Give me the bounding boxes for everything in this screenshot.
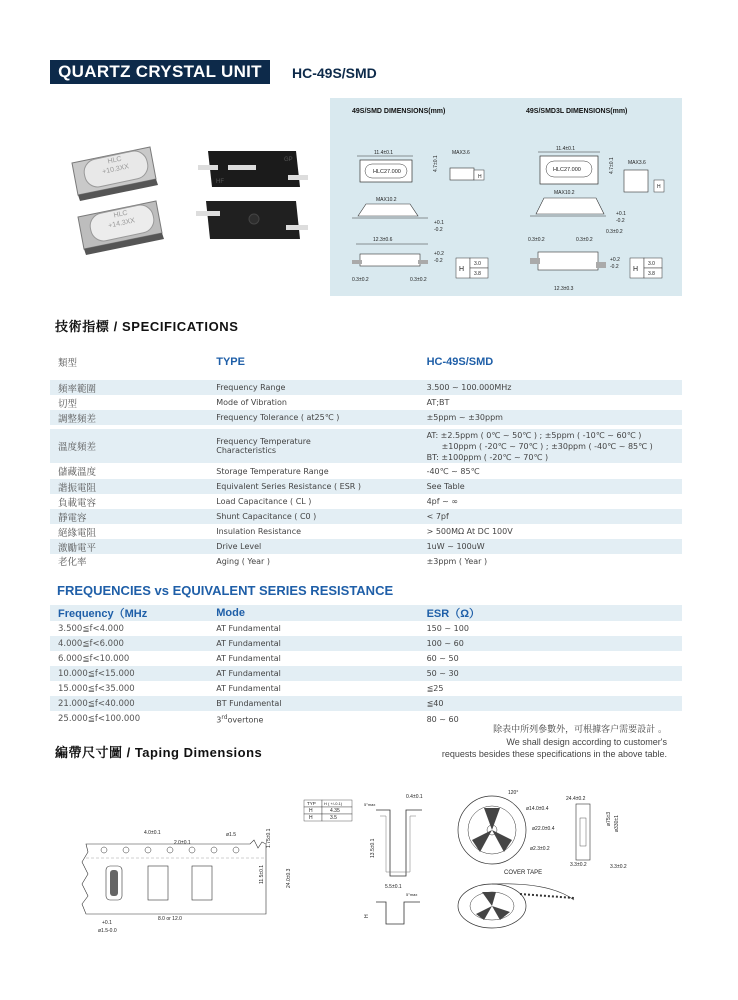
specifications-title: 技術指標 / SPECIFICATIONS	[55, 319, 239, 334]
spec-en: Aging ( Year )	[216, 556, 270, 566]
spec-en: Insulation Resistance	[216, 527, 302, 536]
spec-row	[50, 463, 682, 479]
spec-en: Frequency Range	[208, 380, 418, 395]
spec-val: < 7pf	[419, 509, 682, 524]
spec-cn: 負載電容	[58, 497, 97, 509]
note-en-2: requests besides these specifications in the above table.	[441, 749, 667, 759]
note-cn: 除表中所列參數外，可根據客户需要設計 。	[493, 725, 667, 735]
right-max-h-label: MAX3.6	[628, 160, 646, 166]
esr-freq: 4.000≦f<6.000	[50, 636, 208, 651]
spec-val: 1uW ~ 100uW	[419, 539, 682, 554]
left-h-table-v1: 3.0	[474, 261, 481, 267]
h-table-tol: H ( +/-0.1)	[324, 801, 343, 806]
spec-row	[50, 494, 682, 509]
smd-photo-2	[196, 201, 308, 239]
left-tol-plus: +0.1	[434, 220, 444, 226]
spec-en: Drive Level	[208, 539, 418, 554]
left-dimensions-title: 49S/SMD DIMENSIONS(mm)	[352, 108, 446, 115]
spec-val-line1: AT: ±2.5ppm ( 0℃ ~ 50℃ ) ; ±5ppm ( -10℃ ~ 60℃ )	[426, 430, 642, 440]
taping-drawings	[80, 786, 680, 936]
tape-pitch: 4.0±0.1	[144, 830, 161, 836]
spec-cn: 頻率範圍	[50, 380, 208, 395]
left-tol-plus-2: +0.2	[434, 251, 444, 257]
right-lead-label: 12.3±0.3	[554, 286, 574, 292]
crystal-1-label-a: HLC	[107, 155, 123, 166]
spec-row	[50, 410, 682, 425]
smd-mark-1: GP	[284, 157, 293, 163]
spec-header-row	[50, 352, 682, 372]
spec-cn: 絕緣電阻	[58, 527, 97, 539]
model-number: HC-49S/SMD	[292, 65, 377, 81]
crystal-photo-2	[78, 201, 164, 255]
right-pad-b: 0.3±0.2	[576, 237, 593, 243]
esr-mode-base: 3	[216, 715, 222, 725]
esr-mode-rest: overtone	[227, 715, 264, 725]
spec-cn: 調整頻差	[50, 410, 208, 425]
esr-row	[50, 681, 682, 696]
esr-value: 150 ~ 100	[426, 624, 469, 633]
left-h-table-v2: 3.8	[474, 271, 481, 277]
spec-val	[419, 429, 682, 463]
left-width-label: 11.4±0.1	[374, 150, 394, 156]
spec-header-cn: 類型	[58, 358, 78, 369]
cross-h-mark: H	[364, 914, 370, 918]
esr-header-row	[50, 605, 682, 621]
left-tol-minus: -0.2	[434, 227, 443, 233]
spec-en: Shunt Capacitance ( C0 )	[208, 509, 418, 524]
esr-freq: 10.000≦f<15.000	[50, 666, 208, 681]
esr-value: 50 ~ 30	[419, 666, 682, 681]
reel-d1: ø75±3	[606, 811, 612, 826]
spec-val: > 500MΩ At DC 100V	[426, 527, 513, 536]
esr-value: ≦25	[426, 684, 444, 693]
esr-header-mode: Mode	[208, 605, 418, 621]
reel-gap-1: 3.3±0.2	[570, 862, 587, 868]
esr-freq: 3.500≦f<4.000	[58, 623, 124, 634]
smd-mark-2: HF	[216, 179, 224, 185]
taping-title: 編帶尺寸圖 / Taping Dimensions	[55, 745, 263, 760]
crystal-photo-1	[72, 147, 158, 201]
spec-cn: 諧振電阻	[50, 479, 208, 494]
esr-row	[50, 651, 682, 666]
reel-drawing	[458, 790, 627, 928]
spec-en: Load Capacitance ( CL )	[216, 497, 312, 506]
h-table-h1: H	[309, 808, 313, 814]
spec-en: Equivalent Series Resistance ( ESR )	[208, 479, 418, 494]
esr-mode: BT Fundamental	[208, 696, 418, 711]
tape-cross-section	[304, 794, 423, 924]
h-table-h2: H	[309, 815, 313, 821]
esr-row	[50, 666, 682, 681]
right-height-label: 4.7±0.1	[609, 157, 615, 174]
spec-en-line2: Characteristics	[216, 446, 277, 455]
spec-cn: 激勵電平	[50, 539, 208, 554]
esr-mode: AT Fundamental	[208, 636, 418, 651]
spec-row	[50, 509, 682, 524]
esr-value: 80 ~ 60	[426, 714, 459, 724]
spec-en-line1: Frequency Temperature	[216, 437, 311, 446]
esr-row	[50, 696, 682, 711]
spec-row	[50, 554, 682, 568]
spec-val: See Table	[419, 479, 682, 494]
spec-val: ±5ppm ~ ±30ppm	[419, 410, 682, 425]
right-max-len-label: MAX10.2	[554, 190, 575, 196]
esr-freq: 15.000≦f<35.000	[58, 683, 135, 694]
spec-row	[50, 395, 682, 410]
spec-en	[208, 429, 418, 463]
smd-photo-1	[198, 151, 308, 187]
spec-val: ±3ppm ( Year )	[426, 556, 488, 566]
right-tol-plus: +0.1	[616, 211, 626, 217]
dimension-drawings	[330, 98, 682, 296]
esr-title: FREQUENCIES vs EQUIVALENT SERIES RESISTANCE	[57, 583, 394, 598]
dimensions-panel	[330, 98, 682, 296]
reel-gap-2: 3.3±0.2	[610, 864, 627, 870]
spec-val-line3: BT: ±100ppm ( -20℃ ~ 70℃ )	[426, 452, 549, 462]
tape-tolerance: +0.1	[102, 920, 112, 926]
esr-header-freq: Frequency（MHz	[50, 605, 208, 621]
left-pad-a: 0.3±0.2	[352, 277, 369, 283]
specifications-table	[50, 352, 682, 568]
product-title: QUARTZ CRYSTAL UNIT	[50, 60, 270, 84]
spec-row	[50, 429, 682, 463]
esr-mode-sup: rd	[221, 713, 228, 721]
left-part-label: HLC27.000	[373, 169, 401, 175]
spec-row	[50, 524, 682, 539]
crystal-1-label-b: +10.3XX	[101, 163, 130, 176]
spec-en: Frequency Tolerance ( at25℃ )	[208, 410, 418, 425]
product-photos	[60, 135, 310, 255]
right-dimensions-title: 49S/SMD3L DIMENSIONS(mm)	[526, 108, 628, 115]
right-width-label: 11.4±0.1	[556, 146, 576, 152]
spec-val: 4pf ~ ∞	[426, 497, 459, 506]
reel-r3: ø2.3±0.2	[530, 846, 550, 852]
right-h-table-h: H	[633, 266, 639, 273]
spec-header-val: HC-49S/SMD	[426, 356, 494, 368]
crystal-2-label-a: HLC	[113, 209, 129, 220]
spec-en: Storage Temperature Range	[216, 466, 329, 476]
right-h-mark: H	[657, 184, 661, 190]
spec-en: Mode of Vibration	[216, 398, 287, 407]
spec-cn: 溫度頻差	[50, 429, 208, 463]
spec-cn: 切型	[58, 398, 78, 410]
esr-header-esr: ESR（Ω）	[419, 605, 682, 621]
spec-val: -40℃ ~ 85℃	[426, 466, 480, 476]
esr-table	[50, 605, 682, 727]
esr-mode: AT Fundamental	[216, 624, 281, 633]
esr-mode: AT Fundamental	[208, 666, 418, 681]
reel-width: 24.4±0.2	[566, 796, 586, 802]
reel-r2: ø22.0±0.4	[532, 826, 555, 832]
h-table-v2: 3.5	[330, 815, 337, 821]
left-max-len-label: MAX10.2	[376, 197, 397, 203]
right-pad-a: 0.3±0.2	[528, 237, 545, 243]
tape-width-3: 24.0±0.3	[286, 868, 292, 888]
right-tol-minus: -0.2	[616, 218, 625, 224]
esr-value: 60 ~ 50	[426, 654, 459, 663]
tape-hole: ø1.5	[226, 832, 237, 838]
reel-angle: 120°	[508, 790, 519, 796]
right-pad-c: 0.3±0.2	[606, 229, 623, 235]
spec-cn: 靜電容	[50, 509, 208, 524]
design-note	[415, 724, 667, 760]
crystal-2-label-b: +14.3XX	[107, 217, 136, 230]
cross-smax: 5°max	[364, 802, 376, 807]
esr-mode	[208, 711, 418, 727]
carrier-tape-drawing	[82, 828, 292, 934]
left-max-h-label: MAX3.6	[452, 150, 470, 156]
reel-cover-tape: COVER TAPE	[504, 870, 543, 876]
esr-freq: 25.000≦f<100.000	[58, 714, 141, 724]
right-part-label: HLC27.000	[553, 167, 581, 173]
cross-width: 5.5±0.1	[385, 884, 402, 890]
left-lead-label: 12.3±0.6	[373, 237, 393, 243]
esr-freq: 21.000≦f<40.000	[50, 696, 208, 711]
cross-smax-2: 5°max	[406, 892, 418, 897]
tape-width-2: 11.5±0.1	[259, 864, 265, 884]
esr-value: ≦40	[419, 696, 682, 711]
note-en-1: We shall design according to customer's	[506, 737, 667, 747]
esr-row	[50, 636, 682, 651]
left-h-table-h: H	[459, 266, 465, 273]
tape-pocket: 8.0 or 12.0	[158, 916, 182, 922]
spec-cn: 儲藏溫度	[58, 467, 97, 478]
spec-header-en: TYPE	[216, 356, 245, 368]
tape-hole-2: ø1.5-0.0	[98, 928, 117, 934]
left-height-label: 4.7±0.1	[433, 155, 439, 172]
cross-thickness: 0.4±0.1	[406, 794, 423, 800]
esr-freq: 6.000≦f<10.000	[58, 653, 130, 664]
spec-row	[50, 380, 682, 395]
cross-depth: 13.5±0.1	[370, 838, 376, 858]
esr-row	[50, 621, 682, 636]
esr-mode: AT Fundamental	[216, 654, 281, 663]
spec-row	[50, 539, 682, 554]
h-table-v1: 4.35	[330, 808, 340, 814]
esr-value: 100 ~ 60	[419, 636, 682, 651]
right-h-table-v1: 3.0	[648, 261, 655, 267]
spec-row	[50, 479, 682, 494]
left-tol-minus-2: -0.2	[434, 258, 443, 264]
tape-half-pitch: 2.0±0.1	[174, 840, 191, 846]
left-h-mark: H	[478, 174, 482, 180]
spec-cn: 老化率	[58, 557, 87, 568]
spec-val: 3.500 ~ 100.000MHz	[419, 380, 682, 395]
right-tol-minus-2: -0.2	[610, 264, 619, 270]
right-tol-plus-2: +0.2	[610, 257, 620, 263]
tape-width-1: 1.75±0.1	[266, 828, 272, 848]
left-pad-b: 0.3±0.2	[410, 277, 427, 283]
right-h-table-v2: 3.8	[648, 271, 655, 277]
spec-val-line2: ±10ppm ( -20℃ ~ 70℃ ) ; ±30ppm ( -40℃ ~ 85℃ )	[441, 441, 653, 451]
reel-d2: ø330±1	[614, 815, 620, 832]
spec-val: AT;BT	[426, 398, 450, 407]
reel-r1: ø14.0±0.4	[526, 806, 549, 812]
esr-mode: AT Fundamental	[216, 684, 281, 693]
h-table-typ: TYP	[307, 801, 316, 806]
